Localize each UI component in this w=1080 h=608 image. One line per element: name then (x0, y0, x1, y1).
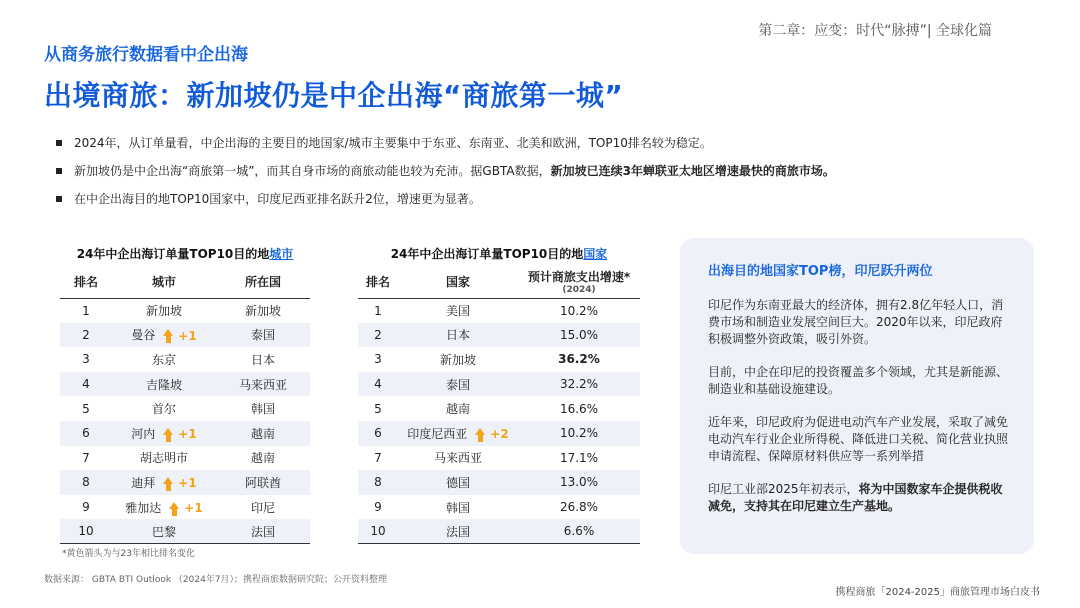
cell-country (398, 372, 518, 397)
city-name: 胡志明市 (139, 451, 188, 466)
cell-country: 阿联酋 (216, 470, 310, 495)
cell-rank: 4 (358, 372, 398, 397)
cell-rank: 3 (82, 352, 90, 367)
chapter-label: 第二章：应变：时代“脉搏”| 全球化篇 (758, 23, 992, 39)
cell-rank: 5 (374, 401, 382, 416)
bullet-text: 在中企出海目的地TOP10国家中，印度尼西亚排名跃升2位，增速更为显著。 (74, 192, 481, 206)
cell-growth: 32.2% (518, 372, 640, 397)
table-row (358, 396, 640, 421)
city-table-section (60, 245, 310, 544)
cell-rank: 2 (358, 323, 398, 348)
cell-rank: 1 (82, 303, 90, 318)
up-arrow-icon (475, 428, 485, 435)
data-source: 数据来源： GBTA BTI Outlook （2024年7月）；携程商旅数据研究院；公开资料整理 (44, 575, 388, 585)
cell-growth: 10.2% (518, 421, 640, 446)
cell-city (112, 396, 216, 421)
table-row (358, 495, 640, 520)
cell-city (112, 347, 216, 372)
footer-publication: 携程商旅「2024-2025」商旅管理市场白皮书 (835, 587, 1040, 598)
bullet-item (56, 134, 956, 152)
city-name: 迪拜 (131, 475, 156, 490)
cell-rank: 2 (60, 323, 112, 348)
insight-paragraph: 目前，中企在印尼的投资覆盖多个领域，尤其是新能源、制造业和基础设施建设。 (708, 365, 1009, 396)
table-row (60, 446, 310, 471)
country-table-title: 24年中企出海订单量TOP10目的地国家 (390, 247, 608, 261)
insight-card-title: 出海目的地国家TOP榜，印尼跃升两位 (708, 264, 933, 279)
col-header-city: 城市 (112, 266, 216, 298)
cell-country: 日本 (250, 352, 275, 367)
insight-paragraph: 印尼作为东南亚最大的经济体，拥有2.8亿年轻人口，消费市场和制造业发展空间巨大。2020年以来，印尼政府积极调整外资政策，吸引外资。 (708, 298, 1004, 346)
insight-bold-text: 将为中国数家车企提供税收减免，支持其在印尼建立生产基地。 (708, 482, 1003, 513)
country-table (358, 266, 640, 544)
insight-paragraph: 近年来，印尼政府为促进电动汽车产业发展，采取了减免电动汽车行业企业所得税、降低进口关税、简化营业执照申请流程、保障原材料供应等一系列举措 (708, 415, 1009, 463)
table-row (60, 323, 310, 348)
bullet-square-icon (56, 196, 62, 202)
cell-country: 新加坡 (244, 304, 281, 319)
table-row (358, 372, 640, 397)
cell-country: 马来西亚 (216, 372, 310, 397)
table-row (60, 495, 310, 520)
city-name: 河内 (131, 426, 156, 441)
cell-country: 越南 (250, 451, 275, 466)
cell-city (112, 519, 216, 544)
rank-change-value: +2 (490, 427, 509, 442)
bullet-text: 2024年，从订单量看，中企出海的主要目的地国家/城市主要集中于东亚、东南亚、北美和欧洲，TOP10排名较为稳定。 (74, 136, 712, 150)
table-row (60, 470, 310, 495)
rank-change-badge (163, 329, 196, 343)
col-header-growth: 预计商旅支出增速* (2024) (518, 266, 640, 298)
table-row (60, 347, 310, 372)
country-name: 马来西亚 (433, 451, 482, 466)
bullet-text: 新加坡仍是中企出海“商旅第一城”，而其自身市场的商旅动能也较为充沛。据GBTA数据，新加坡已连续3年蝉联亚太地区增速最快的商旅市场。 (74, 164, 835, 178)
cell-growth: 6.6% (518, 519, 640, 544)
cell-rank: 8 (358, 470, 398, 495)
cell-country (398, 421, 518, 446)
table-row (358, 446, 640, 471)
insight-card (680, 238, 1034, 554)
city-name: 新加坡 (145, 304, 182, 319)
cell-country: 越南 (216, 421, 310, 446)
country-name: 韩国 (445, 500, 470, 515)
cell-city (112, 446, 216, 471)
country-name: 泰国 (445, 377, 470, 392)
city-name: 吉隆坡 (145, 377, 182, 392)
bullet-bold-text: 新加坡已连续3年蝉联亚太地区增速最快的商旅市场。 (550, 164, 835, 178)
cell-country (398, 470, 518, 495)
cell-city (112, 323, 216, 348)
table-row (358, 298, 640, 323)
cell-rank: 4 (60, 372, 112, 397)
cell-rank: 8 (60, 470, 112, 495)
country-table-section (358, 245, 640, 544)
insight-paragraph: 印尼工业部2025年初表示，将为中国数家车企提供税收减免，支持其在印尼建立生产基地。 (708, 482, 1003, 513)
cell-country (398, 495, 518, 520)
cell-country (398, 298, 518, 323)
bullet-item (56, 162, 956, 180)
cell-growth: 17.1% (559, 450, 599, 465)
cell-growth: 16.6% (559, 401, 599, 416)
table-row (358, 347, 640, 372)
country-name: 新加坡 (439, 352, 476, 367)
table-row (60, 372, 310, 397)
country-name: 日本 (445, 328, 470, 343)
cell-country (398, 396, 518, 421)
city-table (60, 266, 310, 544)
cell-rank: 6 (60, 421, 112, 446)
city-table-title: 24年中企出海订单量TOP10目的地城市 (76, 247, 294, 261)
rank-change-badge (163, 476, 196, 490)
country-name: 法国 (445, 524, 470, 539)
rank-change-value: +1 (184, 501, 203, 516)
cell-city (112, 495, 216, 520)
cell-country: 印尼 (250, 500, 275, 515)
cell-growth: 26.8% (559, 500, 599, 515)
cell-growth: 36.2% (558, 352, 600, 367)
cell-city (112, 470, 216, 495)
cell-rank: 7 (374, 450, 382, 465)
table-footnote: *黄色箭头为与23年相比排名变化 (62, 549, 195, 559)
table-row (60, 421, 310, 446)
col-header-rank: 排名 (358, 266, 398, 298)
table-row (358, 323, 640, 348)
rank-change-value: +1 (178, 476, 197, 491)
table-row (358, 470, 640, 495)
rank-change-badge (475, 427, 508, 441)
section-subtitle: 从商务旅行数据看中企出海 (44, 45, 248, 65)
col-header-country: 所在国 (216, 266, 310, 298)
city-name: 东京 (151, 352, 176, 367)
page-title: 出境商旅：新加坡仍是中企出海“商旅第一城” (44, 79, 624, 112)
bullet-square-icon (56, 140, 62, 146)
cell-country (398, 519, 518, 544)
country-name: 越南 (445, 402, 470, 417)
bullet-list (56, 134, 956, 218)
cell-growth: 15.0% (518, 323, 640, 348)
cell-city (112, 372, 216, 397)
cell-country (398, 347, 518, 372)
rank-change-value: +1 (178, 328, 197, 343)
bullet-item (56, 190, 956, 208)
table-row (358, 519, 640, 544)
bullet-square-icon (56, 168, 62, 174)
cell-rank: 10 (358, 519, 398, 544)
cell-city (112, 298, 216, 323)
table-row (60, 298, 310, 323)
country-name: 德国 (445, 475, 470, 490)
city-name: 巴黎 (151, 524, 176, 539)
city-name: 雅加达 (125, 500, 162, 515)
table-row (60, 396, 310, 421)
cell-rank: 7 (82, 450, 90, 465)
rank-change-value: +1 (178, 427, 197, 442)
cell-rank: 10 (60, 519, 112, 544)
cell-country: 泰国 (216, 323, 310, 348)
cell-country: 法国 (216, 519, 310, 544)
cell-rank: 1 (374, 303, 382, 318)
up-arrow-icon (163, 477, 173, 484)
cell-rank: 9 (374, 500, 382, 515)
city-name: 首尔 (151, 402, 176, 417)
up-arrow-icon (163, 428, 173, 435)
cell-growth: 13.0% (518, 470, 640, 495)
up-arrow-icon (163, 329, 173, 336)
cell-growth: 10.2% (559, 303, 599, 318)
country-name: 印度尼西亚 (407, 426, 468, 441)
city-name: 曼谷 (131, 328, 156, 343)
up-arrow-icon (169, 502, 179, 509)
cell-city (112, 421, 216, 446)
cell-rank: 6 (358, 421, 398, 446)
col-header-rank: 排名 (60, 266, 112, 298)
table-row (358, 421, 640, 446)
cell-country (398, 446, 518, 471)
cell-rank: 9 (82, 500, 90, 515)
cell-country (398, 323, 518, 348)
country-name: 美国 (445, 304, 470, 319)
cell-rank: 5 (82, 401, 90, 416)
rank-change-badge (169, 501, 202, 515)
rank-change-badge (163, 427, 196, 441)
cell-country: 韩国 (250, 402, 275, 417)
col-header-country: 国家 (398, 266, 518, 298)
cell-rank: 3 (374, 352, 382, 367)
table-row (60, 519, 310, 544)
